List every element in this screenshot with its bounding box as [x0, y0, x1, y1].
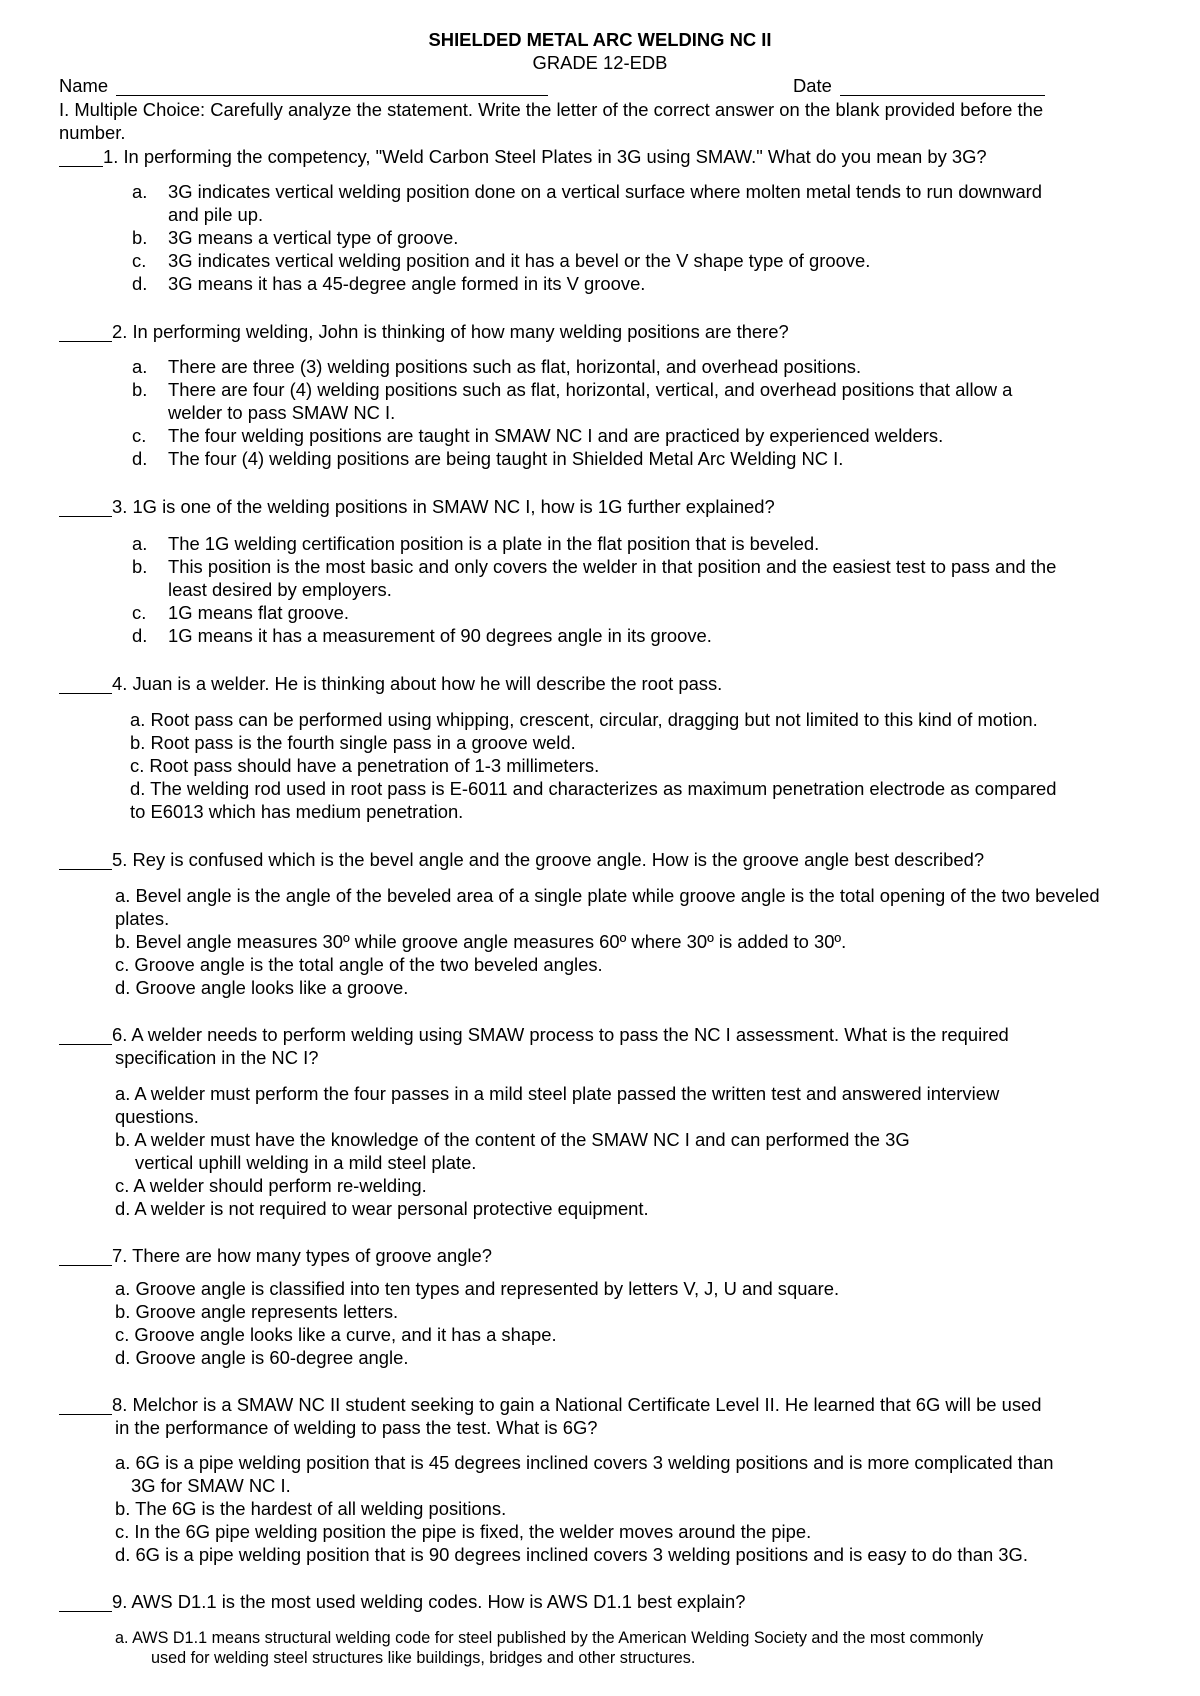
question-6-stem-cont: specification in the NC I? [115, 1047, 319, 1068]
answer-blank[interactable] [59, 166, 103, 167]
option-letter: d. [132, 448, 148, 469]
option-text: a. Root pass can be performed using whipping, crescent, circular, dragging but not limited to this kind of motion. [130, 709, 1038, 730]
date-label: Date [793, 75, 832, 96]
answer-blank[interactable] [59, 516, 112, 517]
option-text: plates. [115, 908, 170, 929]
option-text: to E6013 which has medium penetration. [130, 801, 464, 822]
question-7-stem: 7. There are how many types of groove angle? [112, 1245, 492, 1266]
question-1-stem: 1. In performing the competency, "Weld Carbon Steel Plates in 3G using SMAW." What do you mean by 3G? [103, 146, 987, 167]
option-text: c. Root pass should have a penetration of 1-3 millimeters. [130, 755, 600, 776]
option-text: b. The 6G is the hardest of all welding positions. [115, 1498, 507, 1519]
option-text: c. In the 6G pipe welding position the pipe is fixed, the welder moves around the pipe. [115, 1521, 812, 1542]
instructions-line-2: number. [59, 122, 126, 143]
option-letter: c. [132, 250, 147, 271]
option-letter: a. [132, 181, 148, 202]
option-text: This position is the most basic and only covers the welder in that position and the easiest test to pass and the [168, 556, 1057, 577]
question-2-stem: 2. In performing welding, John is thinking of how many welding positions are there? [112, 321, 789, 342]
answer-blank[interactable] [59, 693, 112, 694]
option-letter: d. [132, 273, 148, 294]
option-text: b. Root pass is the fourth single pass in a groove weld. [130, 732, 576, 753]
option-text: d. A welder is not required to wear personal protective equipment. [115, 1198, 649, 1219]
option-text: a. 6G is a pipe welding position that is 45 degrees inclined covers 3 welding positions and is more complicated than [115, 1452, 1054, 1473]
option-text: The four (4) welding positions are being taught in Shielded Metal Arc Welding NC I. [168, 448, 844, 469]
option-text: 1G means it has a measurement of 90 degrees angle in its groove. [168, 625, 712, 646]
option-text: 3G means a vertical type of groove. [168, 227, 459, 248]
answer-blank[interactable] [59, 1414, 112, 1415]
option-text: b. Groove angle represents letters. [115, 1301, 399, 1322]
question-8-stem: 8. Melchor is a SMAW NC II student seeking to gain a National Certificate Level II. He learned that 6G will be used [112, 1394, 1042, 1415]
option-text: b. Bevel angle measures 30º while groove angle measures 60º where 30º is added to 30º. [115, 931, 847, 952]
option-text: d. 6G is a pipe welding position that is 90 degrees inclined covers 3 welding positions and is easy to do than 3G. [115, 1544, 1028, 1565]
option-text: a. Groove angle is classified into ten types and represented by letters V, J, U and square. [115, 1278, 840, 1299]
option-text: used for welding steel structures like buildings, bridges and other structures. [151, 1649, 696, 1667]
option-text: b. A welder must have the knowledge of the content of the SMAW NC I and can performed the 3G [115, 1129, 910, 1150]
answer-blank[interactable] [59, 1265, 112, 1266]
option-letter: d. [132, 625, 148, 646]
option-text: 3G indicates vertical welding position done on a vertical surface where molten metal tends to run downward [168, 181, 1043, 202]
option-letter: b. [132, 227, 148, 248]
option-text: The 1G welding certification position is a plate in the flat position that is beveled. [168, 533, 820, 554]
option-text: questions. [115, 1106, 199, 1127]
option-text: c. Groove angle looks like a curve, and it has a shape. [115, 1324, 557, 1345]
question-6-stem: 6. A welder needs to perform welding using SMAW process to pass the NC I assessment. What is the required [112, 1024, 1009, 1045]
question-3-stem: 3. 1G is one of the welding positions in SMAW NC I, how is 1G further explained? [112, 496, 775, 517]
option-text: a. A welder must perform the four passes in a mild steel plate passed the written test and answered interview [115, 1083, 1000, 1104]
date-blank[interactable] [840, 95, 1045, 96]
option-text: least desired by employers. [168, 579, 392, 600]
grade-label: GRADE 12-EDB [532, 52, 668, 73]
option-text: 1G means flat groove. [168, 602, 349, 623]
answer-blank[interactable] [59, 1611, 112, 1612]
option-letter: a. [132, 356, 148, 377]
option-text: a. Bevel angle is the angle of the beveled area of a single plate while groove angle is the total opening of the two beveled [115, 885, 1100, 906]
option-text: welder to pass SMAW NC I. [168, 402, 396, 423]
option-letter: a. [132, 533, 148, 554]
option-text: There are three (3) welding positions such as flat, horizontal, and overhead positions. [168, 356, 862, 377]
option-text: and pile up. [168, 204, 264, 225]
name-label: Name [59, 75, 109, 96]
option-letter: c. [132, 602, 147, 623]
question-5-stem: 5. Rey is confused which is the bevel angle and the groove angle. How is the groove angle best described? [112, 849, 985, 870]
name-blank[interactable] [116, 95, 548, 96]
question-9-stem: 9. AWS D1.1 is the most used welding codes. How is AWS D1.1 best explain? [112, 1591, 746, 1612]
option-text: 3G indicates vertical welding position and it has a bevel or the V shape type of groove. [168, 250, 871, 271]
answer-blank[interactable] [59, 341, 112, 342]
document-title: SHIELDED METAL ARC WELDING NC II [428, 29, 772, 50]
instructions-line-1: I. Multiple Choice: Carefully analyze the statement. Write the letter of the correct answer on the blank provided before the [59, 99, 1044, 120]
option-text: The four welding positions are taught in SMAW NC I and are practiced by experienced welders. [168, 425, 944, 446]
option-letter: c. [132, 425, 147, 446]
answer-blank[interactable] [59, 1044, 112, 1045]
question-8-stem-cont: in the performance of welding to pass the test. What is 6G? [115, 1417, 598, 1438]
answer-blank[interactable] [59, 869, 112, 870]
option-text: d. The welding rod used in root pass is E-6011 and characterizes as maximum penetration electrode as compared [130, 778, 1057, 799]
option-text: c. Groove angle is the total angle of the two beveled angles. [115, 954, 603, 975]
option-letter: b. [132, 379, 148, 400]
question-4-stem: 4. Juan is a welder. He is thinking about how he will describe the root pass. [112, 673, 723, 694]
option-text: 3G means it has a 45-degree angle formed in its V groove. [168, 273, 646, 294]
option-text: d. Groove angle is 60-degree angle. [115, 1347, 409, 1368]
option-letter: b. [132, 556, 148, 577]
option-text: a. AWS D1.1 means structural welding code for steel published by the American Welding Society and the most commonly [115, 1629, 984, 1647]
option-text: vertical uphill welding in a mild steel plate. [135, 1152, 477, 1173]
option-text: d. Groove angle looks like a groove. [115, 977, 409, 998]
option-text: 3G for SMAW NC I. [131, 1475, 291, 1496]
option-text: There are four (4) welding positions such as flat, horizontal, vertical, and overhead positions that allow a [168, 379, 1013, 400]
option-text: c. A welder should perform re-welding. [115, 1175, 427, 1196]
